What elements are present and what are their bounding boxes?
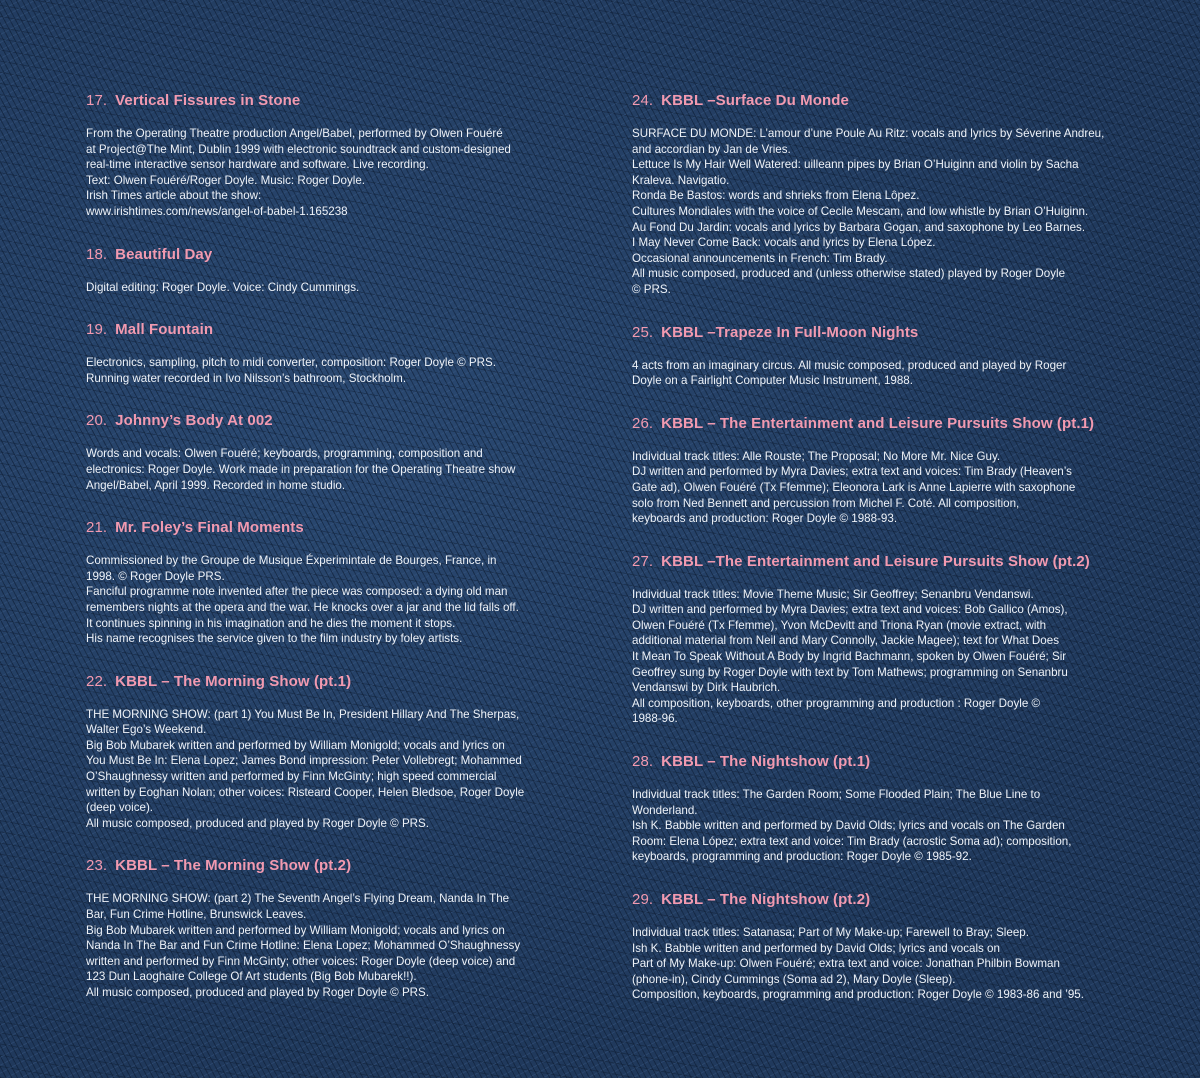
left-column: [86, 92, 568, 1001]
credit-line: www.irishtimes.com/news/angel-of-babel-1.165238: [86, 204, 348, 218]
credit-line: O’Shaughnessy written and performed by Finn McGinty; high speed commercial: [86, 770, 497, 784]
credit-line: Cultures Mondiales with the voice of Cecile Mescam, and low whistle by Brian O’Huiginn.: [632, 204, 1089, 218]
track-credits: [86, 553, 568, 647]
track-number: 24.: [632, 92, 654, 109]
track-credits: [632, 925, 1118, 1003]
track-number: 19.: [86, 321, 108, 339]
credit-line: Wonderland.: [632, 803, 698, 817]
credit-line: Individual track titles: The Garden Room; Some Flooded Plain; The Blue Line to: [632, 788, 1041, 802]
credit-line: written and performed by Finn McGinty; other voices: Roger Doyle (deep voice) and: [86, 954, 516, 968]
credit-line: and accordian by Jan de Vries.: [632, 142, 791, 156]
credit-line: It continues spinning in his imagination and he dies the moment it stops.: [86, 616, 456, 630]
credit-line: keyboards and production: Roger Doyle © 1988-93.: [632, 512, 898, 526]
track-number: 28.: [632, 753, 654, 771]
credit-line: Lettuce Is My Hair Well Watered: uilleann pipes by Brian O’Huiginn and violin by Sacha: [632, 158, 1079, 172]
credit-line: Ish K. Babble written and performed by David Olds; lyrics and vocals on The Garden: [632, 819, 1065, 833]
credit-line: written by Eoghan Nolan; other voices: Risteard Cooper, Helen Bledsoe, Roger Doyle: [86, 785, 525, 799]
credit-line: real-time interactive sensor hardware and software. Live recording.: [86, 158, 429, 172]
track-credits: [86, 707, 568, 832]
credit-line: THE MORNING SHOW: (part 1) You Must Be In, President Hillary And The Sherpas,: [86, 707, 520, 721]
track-title: KBBL –Surface Du Monde: [661, 92, 849, 109]
track-section: [86, 412, 568, 493]
track-section: [632, 891, 1118, 1003]
track-title: Mr. Foley’s Final Moments: [115, 519, 304, 537]
credit-line: From the Operating Theatre production Angel/Babel, performed by Olwen Fouéré: [86, 127, 503, 140]
track-title: Beautiful Day: [115, 245, 213, 263]
credit-line: (deep voice).: [86, 801, 154, 815]
track-credits: [632, 787, 1118, 865]
credit-line: Ronda Be Bastos: words and shrieks from Elena Lôpez.: [632, 189, 920, 203]
track-credits: [86, 446, 568, 493]
track-heading: [86, 857, 568, 875]
credit-line: Electronics, sampling, pitch to midi converter, composition: Roger Doyle © PRS.: [86, 356, 496, 370]
track-heading: [86, 673, 568, 691]
credit-line: All composition, keyboards, other programming and production : Roger Doyle ©: [632, 696, 1041, 710]
credit-line: Big Bob Mubarek written and performed by William Monigold; vocals and lyrics on: [86, 738, 505, 752]
credit-line: His name recognises the service given to the film industry by foley artists.: [86, 632, 463, 646]
credit-line: DJ written and performed by Myra Davies; extra text and voices: Bob Gallico (Amos),: [632, 603, 1068, 617]
track-number: 26.: [632, 414, 654, 432]
track-title: KBBL – The Morning Show (pt.1): [115, 672, 352, 690]
track-section: [86, 857, 568, 1000]
track-title: KBBL –The Entertainment and Leisure Pursuits Show (pt.2): [661, 552, 1090, 570]
credit-line: Room: Elena López; extra text and voice: Tim Brady (acrostic Soma ad); composition,: [632, 834, 1072, 848]
credit-line: Individual track titles: Alle Rouste; The Proposal; No More Mr. Nice Guy.: [632, 449, 1001, 463]
track-heading: [86, 519, 568, 537]
track-title: KBBL – The Nightshow (pt.1): [661, 753, 871, 771]
credit-line: DJ written and performed by Myra Davies; extra text and voices: Tim Brady (Heaven’s: [632, 465, 1072, 479]
right-column: [632, 92, 1118, 1029]
credit-line: remembers nights at the opera and the war. He knocks over a jar and the lid falls off.: [86, 600, 519, 614]
track-credits: [632, 126, 1118, 298]
track-heading: [632, 415, 1118, 433]
credit-line: Part of My Make-up: Olwen Fouéré; extra text and voice: Jonathan Philbin Bowman: [632, 957, 1060, 971]
track-section: [86, 673, 568, 832]
track-number: 29.: [632, 891, 654, 908]
credit-line: Occasional announcements in French: Tim Brady.: [632, 251, 888, 265]
credit-line: It Mean To Speak Without A Body by Ingrid Bachmann, spoken by Olwen Fouéré; Sir: [632, 650, 1067, 664]
credit-line: Angel/Babel, April 1999. Recorded in home studio.: [86, 478, 346, 492]
credit-line: Gate ad), Olwen Fouéré (Tx Ffemme); Eleonora Lark is Anne Lapierre with saxophone: [632, 480, 1076, 494]
credit-line: Doyle on a Fairlight Computer Music Instrument, 1988.: [632, 374, 913, 388]
track-heading: [86, 321, 568, 339]
track-heading: [86, 92, 568, 110]
track-section: [632, 415, 1118, 527]
track-heading: [632, 553, 1118, 571]
track-number: 27.: [632, 552, 654, 570]
credit-line: 1998. © Roger Doyle PRS.: [86, 569, 225, 583]
track-number: 23.: [86, 857, 108, 875]
track-number: 22.: [86, 672, 108, 690]
credit-line: Geoffrey sung by Roger Doyle with text by Tom Mathews; programming on Senanbru: [632, 665, 1068, 679]
track-section: [632, 553, 1118, 727]
credit-line: All music composed, produced and (unless otherwise stated) played by Roger Doyle: [632, 267, 1066, 281]
credit-line: Ish K. Babble written and performed by David Olds; lyrics and vocals on: [632, 941, 1000, 955]
track-heading: [632, 753, 1118, 771]
credit-line: (phone-in), Cindy Cummings (Soma ad 2), Mary Doyle (Sleep).: [632, 972, 956, 986]
credit-line: Bar, Fun Crime Hotline, Brunswick Leaves.: [86, 908, 307, 922]
track-section: [86, 519, 568, 647]
credit-line: SURFACE DU MONDE: L’amour d’une Poule Au Ritz: vocals and lyrics by Séverine Andreu,: [632, 127, 1105, 140]
credit-line: THE MORNING SHOW: (part 2) The Seventh Angel’s Flying Dream, Nanda In The: [86, 892, 510, 906]
credit-line: electronics: Roger Doyle. Work made in preparation for the Operating Theatre show: [86, 462, 516, 476]
credit-line: Fanciful programme note invented after the piece was composed: a dying old man: [86, 585, 508, 599]
track-section: [632, 753, 1118, 865]
track-title: KBBL – The Entertainment and Leisure Pursuits Show (pt.1): [661, 414, 1095, 432]
track-heading: [86, 412, 568, 430]
track-section: [86, 246, 568, 296]
credit-line: Nanda In The Bar and Fun Crime Hotline: Elena Lopez; Mohammed O’Shaughnessy: [86, 939, 521, 953]
credit-line: All music composed, produced and played by Roger Doyle © PRS.: [86, 986, 430, 999]
track-heading: [632, 92, 1118, 110]
track-title: KBBL – The Nightshow (pt.2): [661, 891, 871, 908]
track-title: Johnny’s Body At 002: [115, 412, 273, 430]
credit-line: 4 acts from an imaginary circus. All music composed, produced and played by Roger: [632, 358, 1067, 372]
track-number: 20.: [86, 412, 108, 430]
track-title: Vertical Fissures in Stone: [115, 92, 301, 109]
credit-line: All music composed, produced and played by Roger Doyle © PRS.: [86, 816, 430, 830]
credit-line: Individual track titles: Satanasa; Part of My Make-up; Farewell to Bray; Sleep.: [632, 926, 1029, 939]
track-number: 18.: [86, 245, 108, 263]
credit-line: © PRS.: [632, 282, 671, 296]
credit-line: I May Never Come Back: vocals and lyrics by Elena López.: [632, 236, 936, 250]
credit-line: Olwen Fouéré (Tx Ffemme), Yvon McDevitt and Triona Ryan (movie extract, with: [632, 618, 1047, 632]
credit-line: Composition, keyboards, programming and production: Roger Doyle © 1983-86 and ’95.: [632, 988, 1084, 1002]
credit-line: 1988-96.: [632, 712, 678, 726]
credit-line: Digital editing: Roger Doyle. Voice: Cindy Cummings.: [86, 280, 360, 294]
track-number: 17.: [86, 92, 108, 109]
credit-line: Walter Ego’s Weekend.: [86, 723, 207, 737]
credit-line: Text: Olwen Fouéré/Roger Doyle. Music: Roger Doyle.: [86, 173, 366, 187]
track-heading: [86, 246, 568, 264]
track-section: [632, 324, 1118, 389]
credit-line: Vendanswi by Dirk Haubrich.: [632, 681, 781, 695]
track-heading: [632, 891, 1118, 909]
track-credits: [632, 358, 1118, 389]
track-number: 21.: [86, 519, 108, 537]
credit-line: Running water recorded in Ivo Nilsson’s bathroom, Stockholm.: [86, 371, 407, 385]
credit-line: keyboards, programming and production: Roger Doyle © 1985-92.: [632, 850, 972, 864]
track-credits: [86, 126, 568, 220]
credit-line: at Project@The Mint, Dublin 1999 with electronic soundtrack and custom-designed: [86, 142, 511, 156]
credit-line: solo from Ned Bennett and percussion from Michel F. Coté. All composition,: [632, 496, 1020, 510]
track-credits: [86, 891, 568, 1000]
track-title: KBBL – The Morning Show (pt.2): [115, 857, 352, 875]
track-credits: [86, 280, 568, 296]
track-credits: [632, 587, 1118, 727]
track-section: [86, 321, 568, 386]
track-title: Mall Fountain: [115, 321, 214, 339]
track-number: 25.: [632, 323, 654, 341]
track-credits: [632, 449, 1118, 527]
track-title: KBBL –Trapeze In Full-Moon Nights: [661, 323, 919, 341]
credit-line: Irish Times article about the show:: [86, 189, 262, 203]
credit-line: Words and vocals: Olwen Fouéré; keyboards, programming, composition and: [86, 447, 483, 461]
credit-line: Kraleva. Navigatio.: [632, 173, 730, 187]
credit-line: 123 Dun Laoghaire College Of Art students (Big Bob Mubarek!!).: [86, 970, 417, 984]
credit-line: Big Bob Mubarek written and performed by William Monigold; vocals and lyrics on: [86, 923, 505, 937]
track-section: [86, 92, 568, 220]
track-section: [632, 92, 1118, 298]
track-heading: [632, 324, 1118, 342]
credit-line: You Must Be In: Elena Lopez; James Bond impression: Peter Vollebregt; Mohammed: [86, 754, 522, 768]
track-credits: [86, 355, 568, 386]
credit-line: Commissioned by the Groupe de Musique Éxperimintale de Bourges, France, in: [86, 554, 497, 568]
credit-line: Individual track titles: Movie Theme Music; Sir Geoffrey; Senanbru Vendanswi.: [632, 587, 1034, 601]
credit-line: additional material from Neil and Mary Connolly, Jackie Magee); text for What Does: [632, 634, 1059, 648]
credit-line: Au Fond Du Jardin: vocals and lyrics by Barbara Gogan, and saxophone by Leo Barnes.: [632, 220, 1086, 234]
